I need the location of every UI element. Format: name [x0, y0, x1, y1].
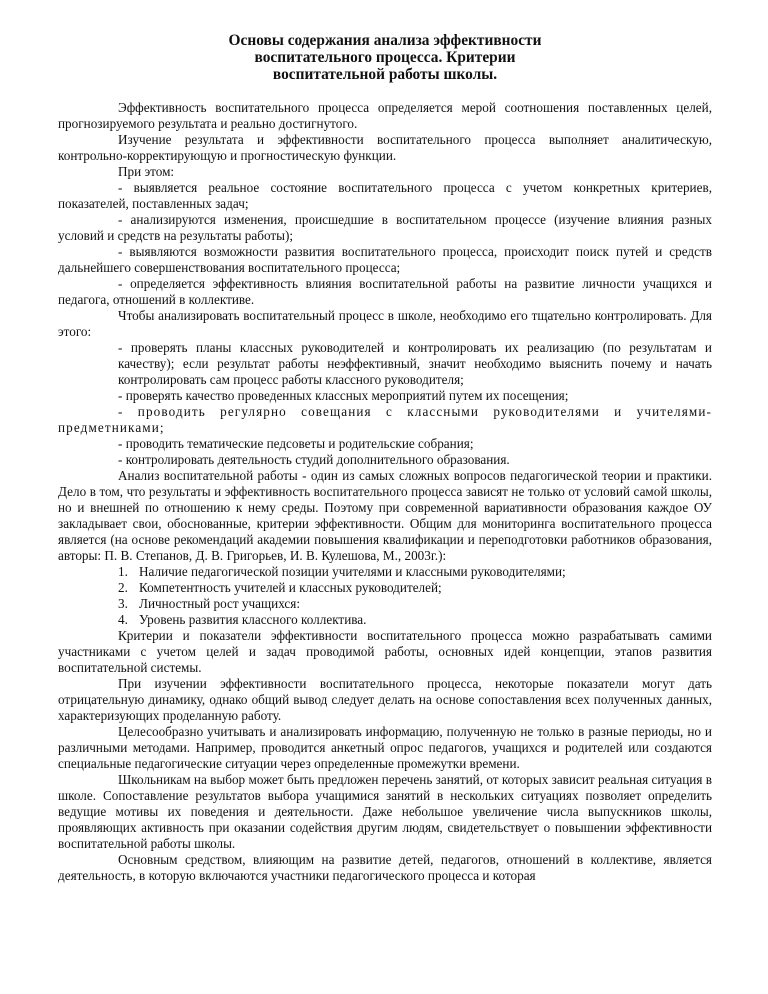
criteria-list	[58, 564, 712, 628]
dash-item-5: - проверять планы классных руководителей и контролировать их реализацию (по результатам и качеству); если результат работы неэффективный, значит необходимо выяснить почему и начать контролировать сам процесс работы классного руководителя;	[118, 340, 712, 387]
dash-item-6: - проверять качество проведенных классных мероприятий путем их посещения;	[118, 388, 569, 403]
criteria-num: 1.	[118, 564, 128, 579]
criteria-text: Личностный рост учащихся:	[139, 596, 301, 611]
paragraph-1: Эффективность воспитательного процесса определяется мерой соотношения поставленных целей, прогнозируемого результата и реально достигнутого.	[58, 100, 712, 131]
dash-item-1: - выявляется реальное состояние воспитательного процесса с учетом конкретных критериев, показателей, поставленных задач;	[58, 180, 712, 211]
criteria-text: Наличие педагогической позиции учителями и классными руководителями;	[139, 564, 566, 579]
criteria-text: Компетентность учителей и классных руководителей;	[139, 580, 442, 595]
paragraph-4: Чтобы анализировать воспитательный процесс в школе, необходимо его тщательно контролировать. Для этого:	[58, 308, 712, 339]
paragraph-10: Основным средством, влияющим на развитие детей, педагогов, отношений в коллективе, является деятельность, в которую включаются участники педагогического процесса и которая	[58, 852, 712, 883]
dash-item-4: - определяется эффективность влияния воспитательной работы на развитие личности учащихся и педагога, отношений в коллективе.	[58, 276, 712, 307]
document-body	[58, 100, 712, 884]
document-title	[58, 32, 712, 83]
title-line-2: воспитательного процесса. Критерии	[254, 49, 516, 66]
criteria-item	[58, 580, 712, 596]
paragraph-2: Изучение результата и эффективности воспитательного процесса выполняет аналитическую, контрольно-корректирующую и прогностическую функции.	[58, 132, 712, 163]
criteria-num: 3.	[118, 596, 128, 611]
dash-item-2: - анализируются изменения, происшедшие в воспитательном процессе (изучение влияния разных условий и средств на результаты работы);	[58, 212, 712, 243]
dash-item-3: - выявляются возможности развития воспитательного процесса, происходит поиск путей и средств дальнейшего совершенствования воспитательного процесса;	[58, 244, 712, 275]
paragraph-6: Критерии и показатели эффективности воспитательного процесса можно разрабатывать самими участниками с учетом целей и задач проводимой работы, основных идей концепции, этапов развития воспитательной системы.	[58, 628, 712, 675]
dash-item-9: - контролировать деятельность студий дополнительного образования.	[118, 452, 510, 467]
paragraph-3: При этом:	[118, 164, 175, 179]
paragraph-7: При изучении эффективности воспитательного процесса, некоторые показатели могут дать отрицательную динамику, однако общий вывод следует делать на основе сопоставления всех полученных данных, характеризующих проделанную работу.	[58, 676, 712, 723]
criteria-text: Уровень развития классного коллектива.	[139, 612, 367, 627]
criteria-item	[58, 612, 712, 628]
criteria-item	[58, 596, 712, 612]
paragraph-9: Школьникам на выбор может быть предложен перечень занятий, от которых зависит реальная ситуация в школе. Сопоставление результатов выбора учащимися занятий в нескольких ситуациях позволяет определить ведущие мотивы их поведения и деятельности. Даже небольшое увеличение числа выпускников школы, проявляющих активность при оказании содействия другим людям, свидетельствует о повышении эффективности воспитательной работы школы.	[58, 772, 712, 851]
criteria-item	[58, 564, 712, 580]
dash-item-7: - проводить регулярно совещания с классными руководителями и учителями-предметниками;	[58, 404, 712, 435]
criteria-num: 2.	[118, 580, 128, 595]
title-line-3: воспитательной работы школы.	[272, 66, 498, 83]
criteria-num: 4.	[118, 612, 128, 627]
dash-item-8: - проводить тематические педсоветы и родительские собрания;	[118, 436, 474, 451]
paragraph-8: Целесообразно учитывать и анализировать информацию, полученную не только в разные периоды, но и различными методами. Например, проводится анкетный опрос педагогов, учащихся и родителей или создаются специальные педагогические ситуации через определенные промежутки времени.	[58, 724, 712, 771]
paragraph-5: Анализ воспитательной работы - один из самых сложных вопросов педагогической теории и практики. Дело в том, что результаты и эффективность воспитательного процесса зависят не только от условий самой школы, но и внешней по отношению к нему среды. Поэтому при современной вариативности образования каждое ОУ закладывает свои, обоснованные, критерии эффективности. Общим для мониторинга воспитательного процесса является (на основе рекомендаций академии повышения квалификации и переподготовки работников образования, авторы: П. В. Степанов, Д. В. Григорьев, И. В. Кулешова, М., 2003г.):	[58, 468, 712, 563]
title-line-1: Основы содержания анализа эффективности	[228, 32, 542, 49]
